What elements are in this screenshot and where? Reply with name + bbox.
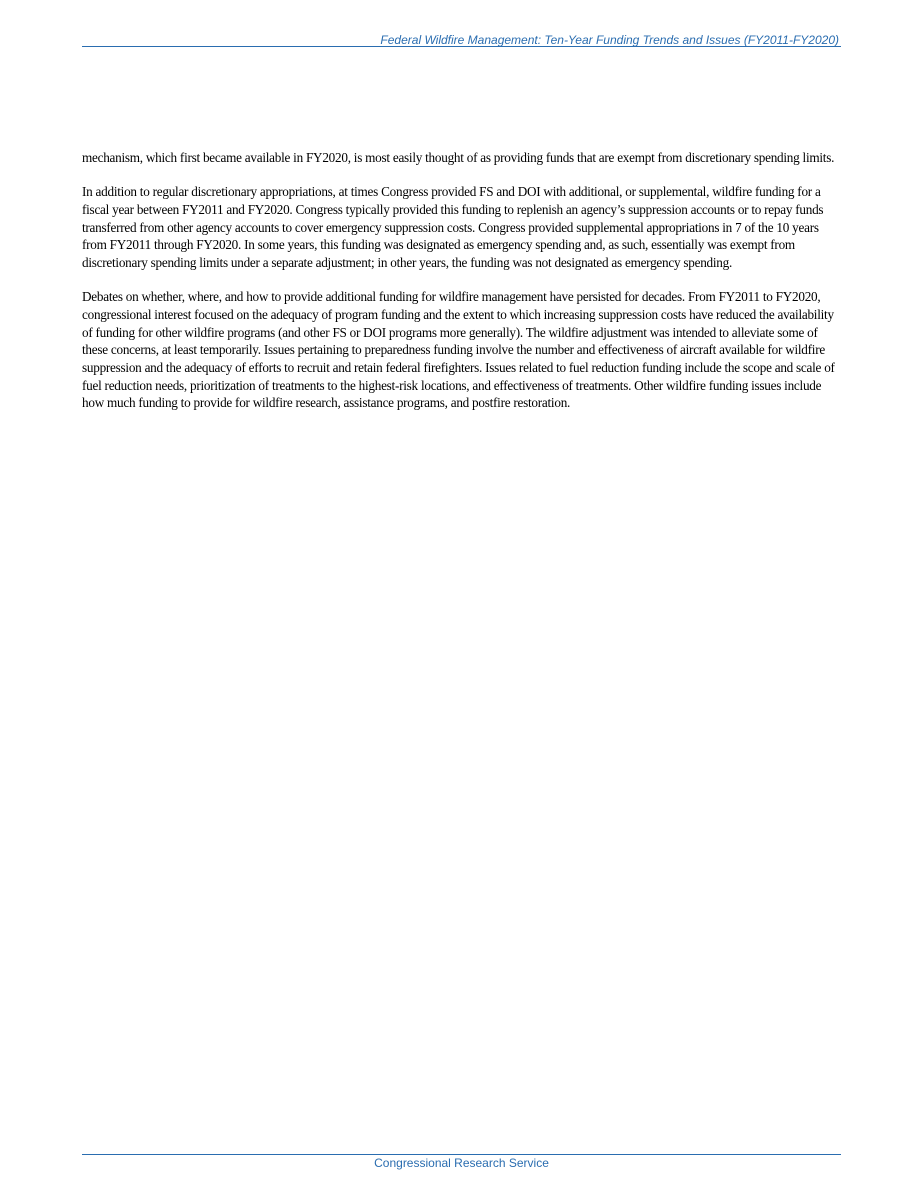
running-header-title: Federal Wildfire Management: Ten-Year Funding Trends and Issues (FY2011-FY2020) xyxy=(380,33,839,47)
page-footer xyxy=(82,1154,841,1170)
body-paragraph: Debates on whether, where, and how to provide additional funding for wildfire management have persisted for decades. From FY2011 to FY2020, congressional interest focused on the adequacy of program funding and the extent to which increasing suppression costs have reduced the availability of funding for other wildfire programs (and other FS or DOI programs more generally). The wildfire adjustment was intended to alleviate some of these concerns, at least temporarily. Issues pertaining to preparedness funding involve the number and effectiveness of aircraft available for wildfire suppression and the adequacy of efforts to recruit and retain federal firefighters. Issues related to fuel reduction funding include the scope and scale of fuel reduction needs, prioritization of treatments to the highest-risk locations, and effectiveness of treatments. Other wildfire funding issues include how much funding to provide for wildfire research, assistance programs, and postfire restoration. xyxy=(82,289,835,411)
footer-publisher: Congressional Research Service xyxy=(374,1156,549,1170)
body-paragraph: In addition to regular discretionary appropriations, at times Congress provided FS and DOI with additional, or supplemental, wildfire funding for a fiscal year between FY2011 and FY2020. Congress typically provided this funding to replenish an agency’s suppression accounts or to repay funds transferred from other agency accounts to cover emergency suppression costs. Congress provided supplemental appropriations in 7 of the 10 years from FY2011 through FY2020. In some years, this funding was designated as emergency spending and, as such, essentially was exempt from discretionary spending limits under a separate adjustment; in other years, the funding was not designated as emergency spending. xyxy=(82,184,824,271)
document-body xyxy=(82,149,842,429)
page-header xyxy=(82,32,841,47)
body-paragraph: mechanism, which first became available in FY2020, is most easily thought of as providing funds that are exempt from discretionary spending limits. xyxy=(82,150,835,165)
